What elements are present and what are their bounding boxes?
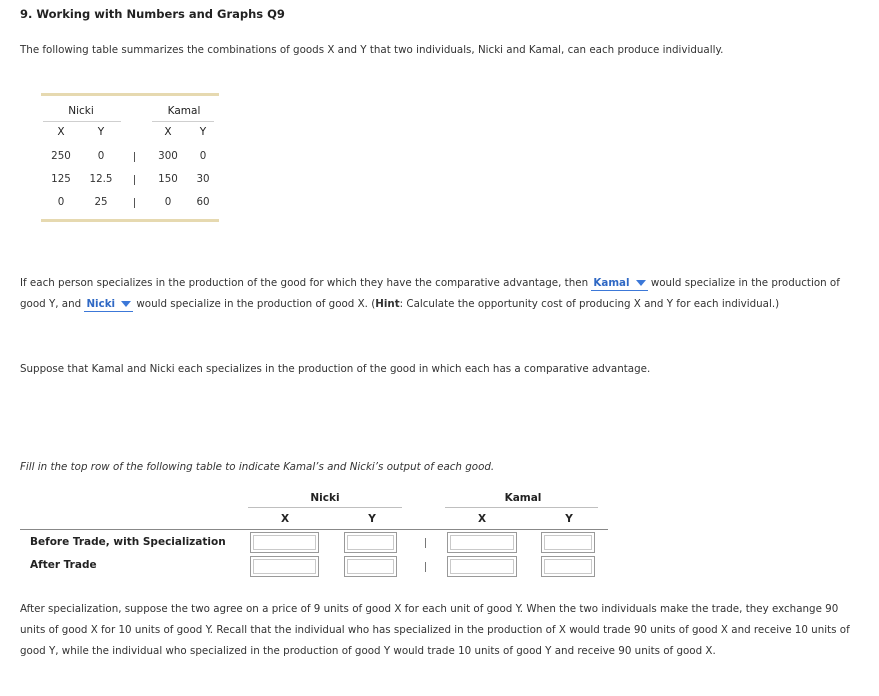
kamal-y-header: Y xyxy=(199,126,207,138)
nicki-x-before-input[interactable] xyxy=(250,532,319,553)
kamal-x-cell: 300 xyxy=(158,150,178,162)
row-label-after-trade: After Trade xyxy=(30,559,97,571)
output-nicki-x-header: X xyxy=(280,513,290,525)
dropdown-value: Kamal xyxy=(593,277,630,289)
kamal-x-before-input[interactable] xyxy=(447,532,517,553)
column-separator xyxy=(425,562,426,572)
table-top-border xyxy=(41,93,219,96)
nicki-y-cell: 12.5 xyxy=(89,173,113,185)
nicki-underline xyxy=(43,121,121,122)
kamal-header: Kamal xyxy=(167,105,201,117)
kamal-underline xyxy=(152,121,214,122)
nicki-y-after-input[interactable] xyxy=(344,556,397,577)
kamal-x-cell: 150 xyxy=(158,173,178,185)
question-title: 9. Working with Numbers and Graphs Q9 xyxy=(20,7,285,21)
question-text: would specialize in the production of good Y, and xyxy=(20,277,840,310)
output-table-header-rule xyxy=(20,529,608,530)
column-separator xyxy=(134,152,135,162)
nicki-y-cell: 25 xyxy=(94,196,108,208)
kamal-y-cell: 0 xyxy=(199,150,207,162)
hint-label: Hint xyxy=(375,298,400,310)
instruction-text: Fill in the top row of the following table to indicate Kamal’s and Nicki’s output of each good. xyxy=(20,461,495,473)
nicki-x-cell: 125 xyxy=(51,173,71,185)
question-text: would specialize in the production of good X. ( xyxy=(136,298,376,310)
nicki-x-cell: 250 xyxy=(51,150,71,162)
dropdown-y-specialist[interactable] xyxy=(591,276,647,291)
kamal-x-cell: 0 xyxy=(164,196,172,208)
caret-down-icon xyxy=(121,301,131,307)
output-nicki-header: Nicki xyxy=(310,492,340,504)
caret-down-icon xyxy=(636,280,646,286)
production-table xyxy=(41,93,219,222)
after-specialization-text: After specialization, suppose the two agree on a price of 9 units of good X for each unit of good Y. When the two individuals make the trade, they exchange 90 units of good X for 10 units of good Y. Recall that the individual who has specialized in the production of X would trade 90 units of good X and receive 10 units of good Y, while the individual who specialized in the production of good Y would trade 10 units of good Y and receive 90 units of good X. xyxy=(20,603,850,657)
kamal-header-underline xyxy=(445,507,598,508)
output-kamal-y-header: Y xyxy=(565,513,573,525)
dropdown-value: Nicki xyxy=(86,298,116,310)
column-separator xyxy=(134,198,135,208)
nicki-y-header: Y xyxy=(97,126,105,138)
kamal-y-cell: 60 xyxy=(196,196,210,208)
column-separator xyxy=(425,538,426,548)
intro-text: The following table summarizes the combinations of goods X and Y that two individuals, Nicki and Kamal, can each produce individually. xyxy=(20,44,724,56)
nicki-x-header: X xyxy=(57,126,65,138)
kamal-y-cell: 30 xyxy=(196,173,210,185)
suppose-text: Suppose that Kamal and Nicki each specializes in the production of the good in which each has a comparative advantage. xyxy=(20,363,651,375)
kamal-x-header: X xyxy=(164,126,172,138)
column-separator xyxy=(134,175,135,185)
output-nicki-y-header: Y xyxy=(368,513,376,525)
question-text: If each person specializes in the production of the good for which they have the comparative advantage, then xyxy=(20,277,589,289)
nicki-x-after-input[interactable] xyxy=(250,556,319,577)
row-label-before-trade: Before Trade, with Specialization xyxy=(30,536,226,548)
output-kamal-x-header: X xyxy=(477,513,487,525)
comparative-advantage-question xyxy=(20,273,840,315)
kamal-y-after-input[interactable] xyxy=(541,556,595,577)
nicki-header-underline xyxy=(248,507,402,508)
question-text: : Calculate the opportunity cost of producing X and Y for each individual.) xyxy=(399,298,780,310)
dropdown-x-specialist[interactable] xyxy=(84,297,133,312)
kamal-y-before-input[interactable] xyxy=(541,532,595,553)
output-kamal-header: Kamal xyxy=(504,492,542,504)
nicki-x-cell: 0 xyxy=(57,196,65,208)
nicki-y-before-input[interactable] xyxy=(344,532,397,553)
table-bottom-border xyxy=(41,219,219,222)
nicki-header: Nicki xyxy=(68,105,94,117)
nicki-y-cell: 0 xyxy=(97,150,105,162)
kamal-x-after-input[interactable] xyxy=(447,556,517,577)
